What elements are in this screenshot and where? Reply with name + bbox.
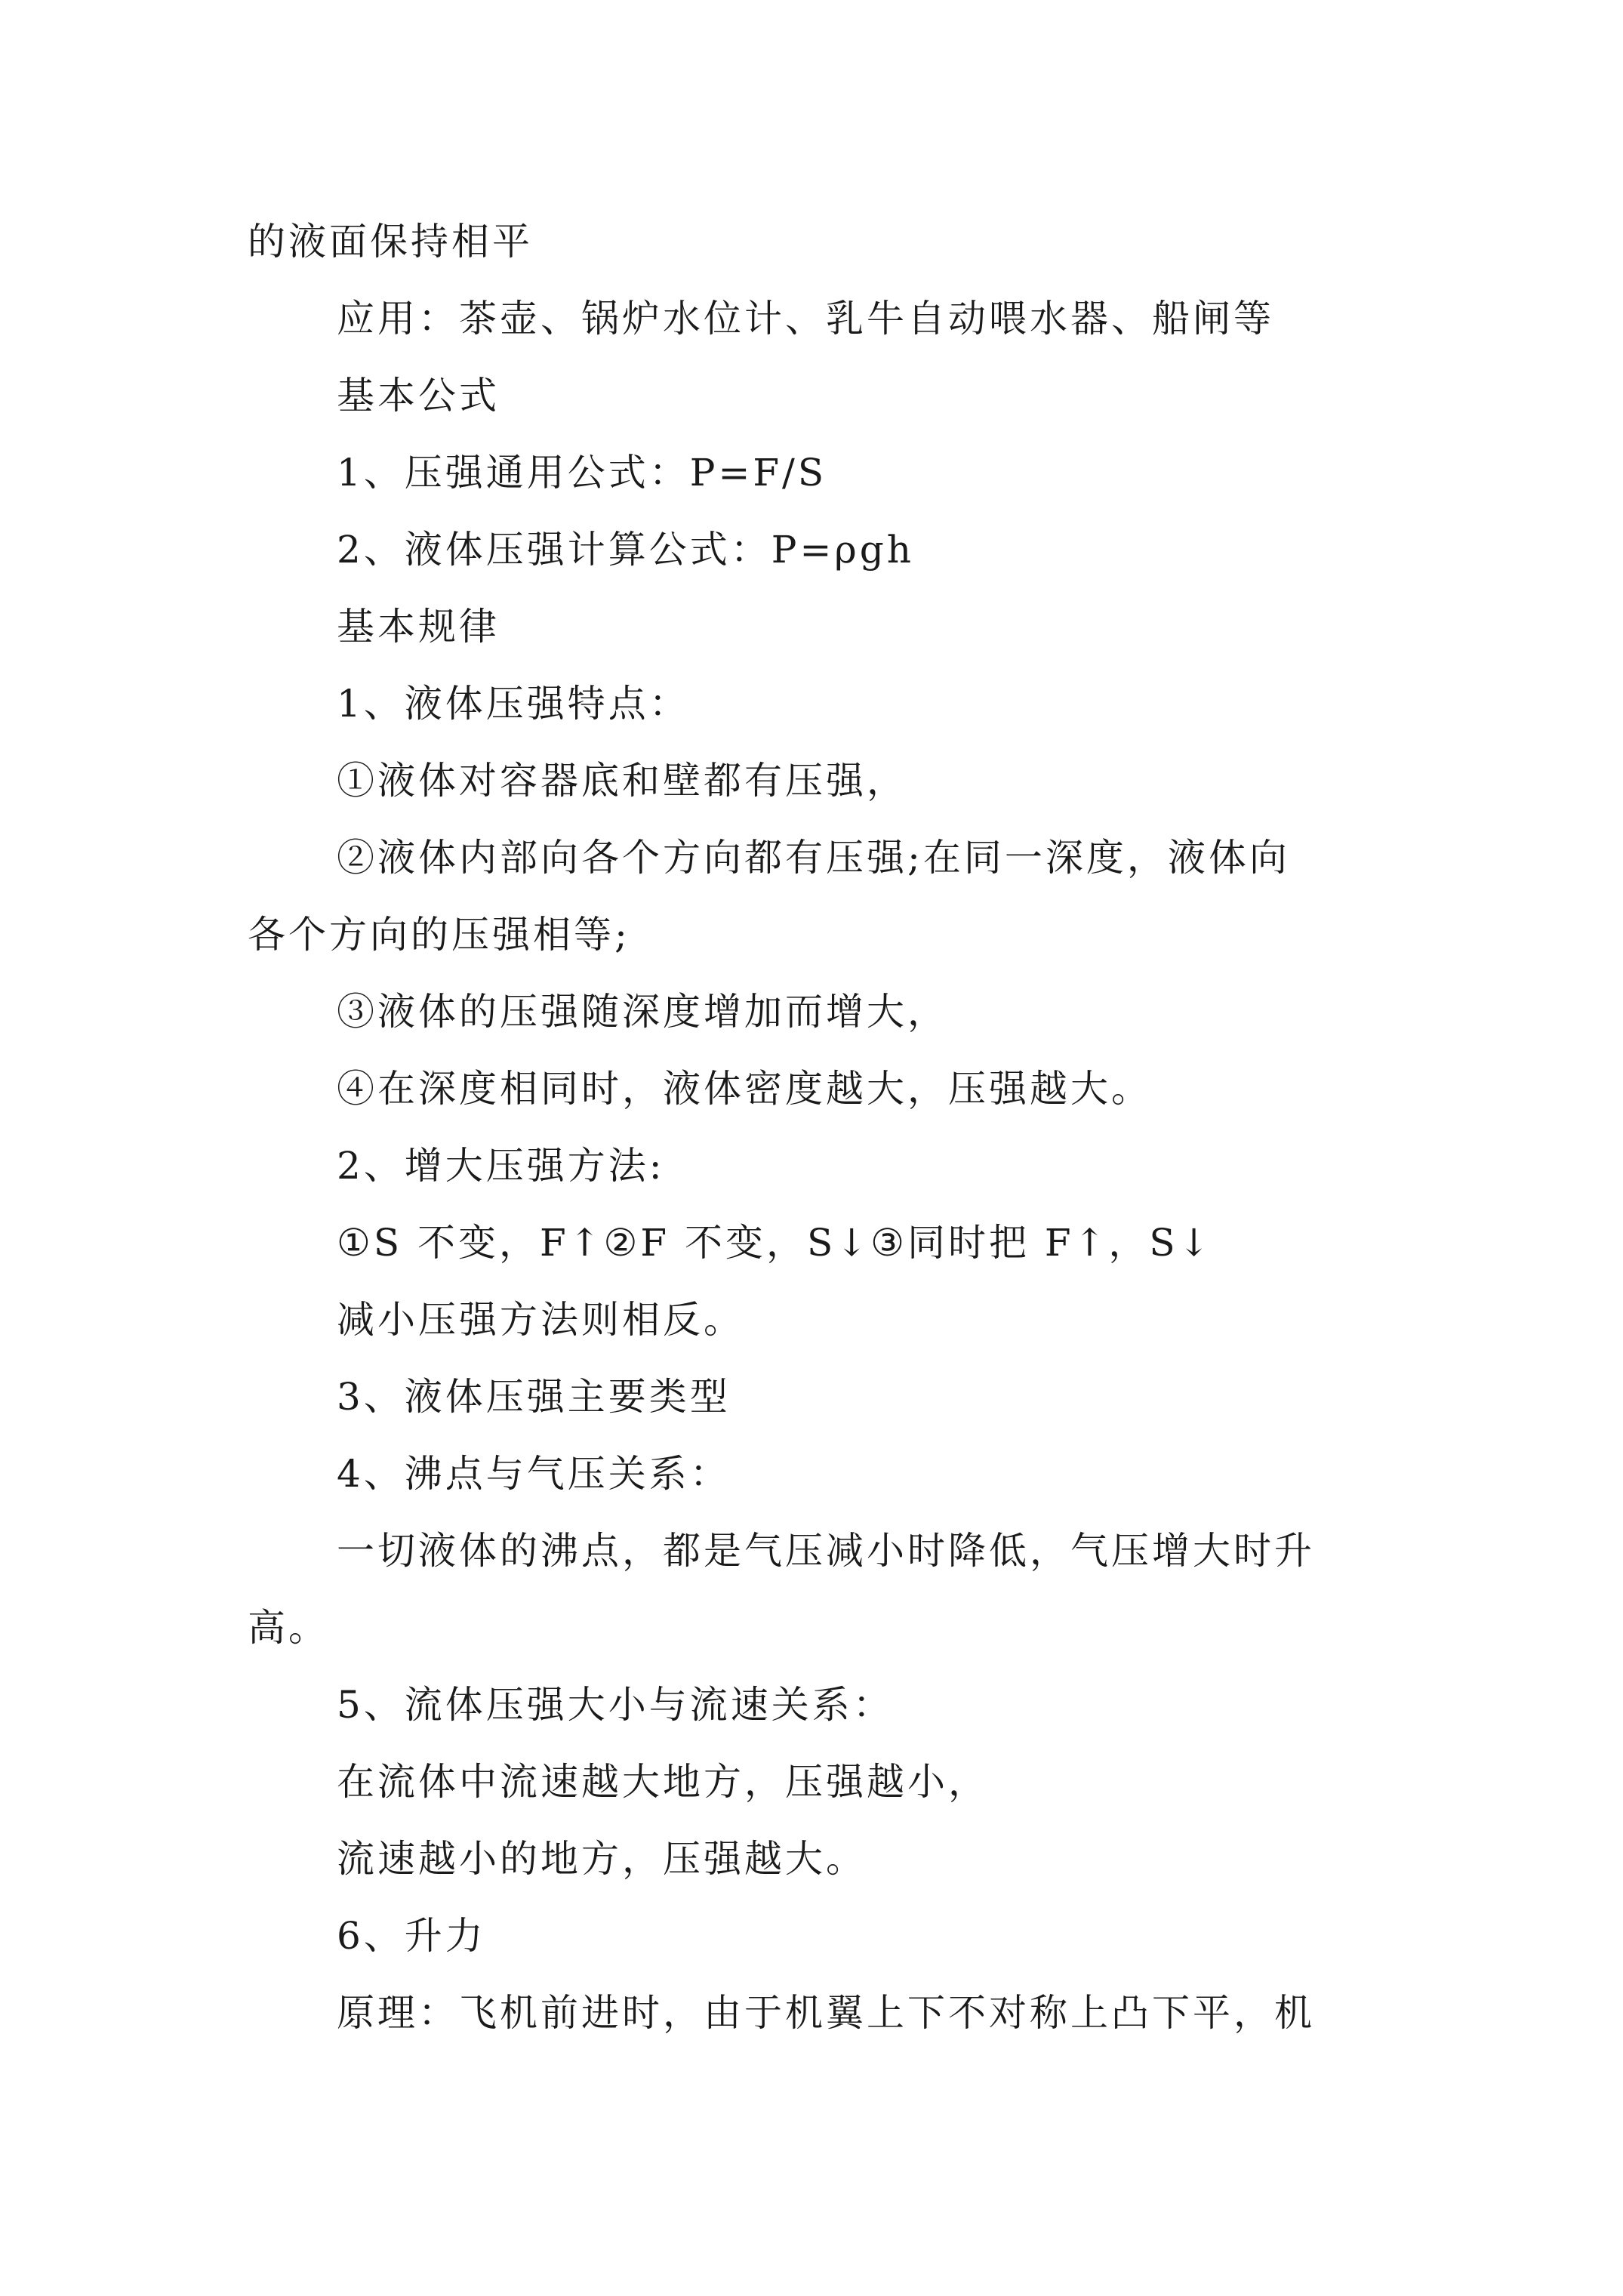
text-line: ②液体内部向各个方向都有压强;在同一深度，液体向 <box>337 836 1290 880</box>
text-line: 各个方向的压强相等; <box>248 913 630 957</box>
section-heading: 基本规律 <box>337 605 500 649</box>
text-line: 减小压强方法则相反。 <box>337 1298 744 1342</box>
text-line: ①液体对容器底和壁都有压强， <box>337 759 907 803</box>
text-line: 6、升力 <box>337 1914 486 1958</box>
text-line: 的液面保持相平 <box>248 220 533 264</box>
text-line: 1、压强通用公式：P=F/S <box>337 451 827 495</box>
text-line: 一切液体的沸点，都是气压减小时降低，气压增大时升 <box>337 1529 1315 1573</box>
text-line: 应用：茶壶、锅炉水位计、乳牛自动喂水器、船闸等 <box>337 297 1274 341</box>
text-line: 在流体中流速越大地方，压强越小， <box>337 1760 989 1804</box>
text-line: ①S 不变，F↑②F 不变，S↓③同时把 F↑，S↓ <box>337 1221 1213 1265</box>
text-line: ③液体的压强随深度增加而增大， <box>337 990 948 1034</box>
text-line: ④在深度相同时，液体密度越大，压强越大。 <box>337 1067 1152 1111</box>
text-line: 高。 <box>248 1606 329 1650</box>
text-line: 4、沸点与气压关系： <box>337 1452 731 1496</box>
text-line: 2、液体压强计算公式：P=ρgh <box>337 528 914 572</box>
section-heading: 基本公式 <box>337 374 500 418</box>
text-line: 流速越小的地方，压强越大。 <box>337 1837 867 1881</box>
text-line: 2、增大压强方法: <box>337 1144 665 1188</box>
text-line: 原理：飞机前进时，由于机翼上下不对称上凸下平，机 <box>337 1991 1315 2035</box>
text-line: 1、液体压强特点： <box>337 682 690 726</box>
text-line: 5、流体压强大小与流速关系： <box>337 1683 894 1727</box>
text-line: 3、液体压强主要类型 <box>337 1375 731 1419</box>
